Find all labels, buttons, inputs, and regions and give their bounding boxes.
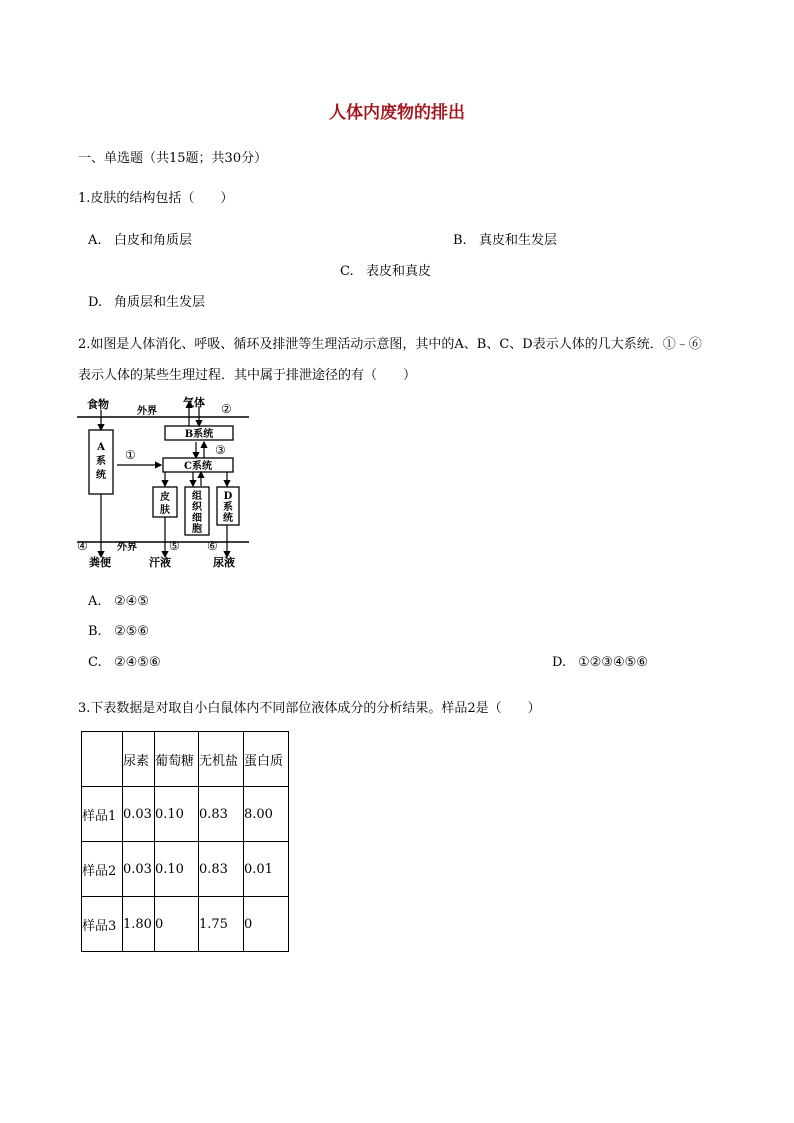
- q2-option-b[interactable]: [88, 624, 149, 639]
- option-letter: C.: [88, 655, 102, 670]
- option-letter: B.: [453, 233, 467, 248]
- food-label: 食物: [87, 398, 109, 411]
- system-a-label-2: 系: [96, 456, 106, 467]
- q2-option-a[interactable]: [88, 594, 149, 609]
- table-row: [82, 842, 289, 897]
- table-cell: 0.10: [155, 842, 199, 897]
- option-letter: B.: [88, 624, 102, 639]
- table-cell: 1.75: [199, 897, 244, 952]
- page-title: 人体内废物的排出: [329, 103, 465, 123]
- table-cell: 0.03: [123, 842, 155, 897]
- q1-option-d[interactable]: [88, 291, 205, 310]
- option-text: 表皮和真皮: [366, 264, 432, 279]
- option-text: ②⑤⑥: [114, 624, 149, 639]
- table-cell: 样品2: [82, 842, 123, 897]
- option-letter: A.: [88, 233, 102, 248]
- table-header-cell: 无机盐: [199, 732, 244, 787]
- system-a-label-3: 统: [96, 470, 106, 481]
- process-3-label: ③: [215, 443, 226, 457]
- option-text: 真皮和生发层: [479, 233, 558, 248]
- table-cell: 0.83: [199, 787, 244, 842]
- option-text: ②④⑤: [114, 594, 149, 609]
- table-cell: 8.00: [244, 787, 289, 842]
- tissue-label-3: 细: [192, 513, 202, 524]
- feces-label: 粪便: [89, 556, 111, 569]
- table-cell: 0.83: [199, 842, 244, 897]
- option-letter: D.: [552, 655, 567, 670]
- option-letter: A.: [88, 594, 102, 609]
- table-header-cell: 葡萄糖: [155, 732, 199, 787]
- skin-label-1: 皮: [160, 492, 170, 503]
- q1-option-c[interactable]: [340, 260, 431, 279]
- process-2-label: ②: [221, 402, 232, 416]
- composition-table: [81, 731, 289, 952]
- outside-top-label: 外界: [137, 406, 157, 417]
- q1-option-a[interactable]: [88, 229, 192, 248]
- q2-option-d[interactable]: [552, 655, 648, 670]
- system-b-label: B系统: [184, 429, 214, 440]
- table-header-row: [82, 732, 289, 787]
- table-cell: 0: [244, 897, 289, 952]
- table-cell: 0.10: [155, 787, 199, 842]
- option-text: ②④⑤⑥: [114, 655, 161, 670]
- gas-label: 气体: [183, 396, 205, 409]
- system-d-label-3: 统: [223, 513, 233, 524]
- table-cell: 样品1: [82, 787, 123, 842]
- sweat-label: 汗液: [149, 556, 171, 569]
- q1-option-b[interactable]: [453, 229, 557, 248]
- table-cell: 样品3: [82, 897, 123, 952]
- tissue-label-1: 组: [192, 491, 202, 502]
- option-text: 角质层和生发层: [114, 295, 206, 310]
- process-1-label: ①: [125, 448, 136, 462]
- outside-bottom-label: 外界: [117, 542, 137, 553]
- system-d-label-2: 系: [223, 502, 233, 513]
- section-heading: 一、单选题（共15题；共30分）: [78, 151, 268, 166]
- table-row: [82, 787, 289, 842]
- table-cell: 0.03: [123, 787, 155, 842]
- option-text: 白皮和角质层: [114, 233, 193, 248]
- table-header-cell: [82, 732, 123, 787]
- option-letter: C.: [340, 264, 354, 279]
- option-text: ①②③④⑤⑥: [578, 655, 648, 670]
- system-d-label-1: D: [223, 491, 233, 502]
- q2-option-c[interactable]: [88, 655, 161, 670]
- table-cell: 1.80: [123, 897, 155, 952]
- tissue-label-2: 织: [192, 502, 202, 513]
- question-3-stem: 3.下表数据是对取自小白鼠体内不同部位液体成分的分析结果。样品2是（ ）: [78, 701, 541, 716]
- table-header-cell: 蛋白质: [244, 732, 289, 787]
- tissue-label-4: 胞: [192, 524, 202, 535]
- process-4-label: ④: [77, 539, 88, 553]
- table-cell: 0.01: [244, 842, 289, 897]
- system-c-label: C系统: [184, 461, 212, 472]
- option-letter: D.: [88, 295, 103, 310]
- question-1-stem: 1.皮肤的结构包括（ ）: [78, 191, 234, 206]
- question-2-stem-line1: 2.如图是人体消化、呼吸、循环及排泄等生理活动示意图，其中的A、B、C、D表示人体的几大系统．①﹣⑥: [78, 337, 702, 352]
- question-2-stem-line2: 表示人体的某些生理过程．其中属于排泄途径的有（ ）: [78, 368, 417, 383]
- skin-label-2: 肤: [160, 505, 170, 516]
- process-6-label: ⑥: [207, 539, 218, 553]
- table-cell: 0: [155, 897, 199, 952]
- table-header-cell: 尿素: [123, 732, 155, 787]
- process-5-label: ⑤: [169, 539, 180, 553]
- system-a-label-1: A: [97, 442, 105, 453]
- urine-label: 尿液: [213, 556, 235, 569]
- table-row: [82, 897, 289, 952]
- physiology-diagram: [75, 392, 255, 570]
